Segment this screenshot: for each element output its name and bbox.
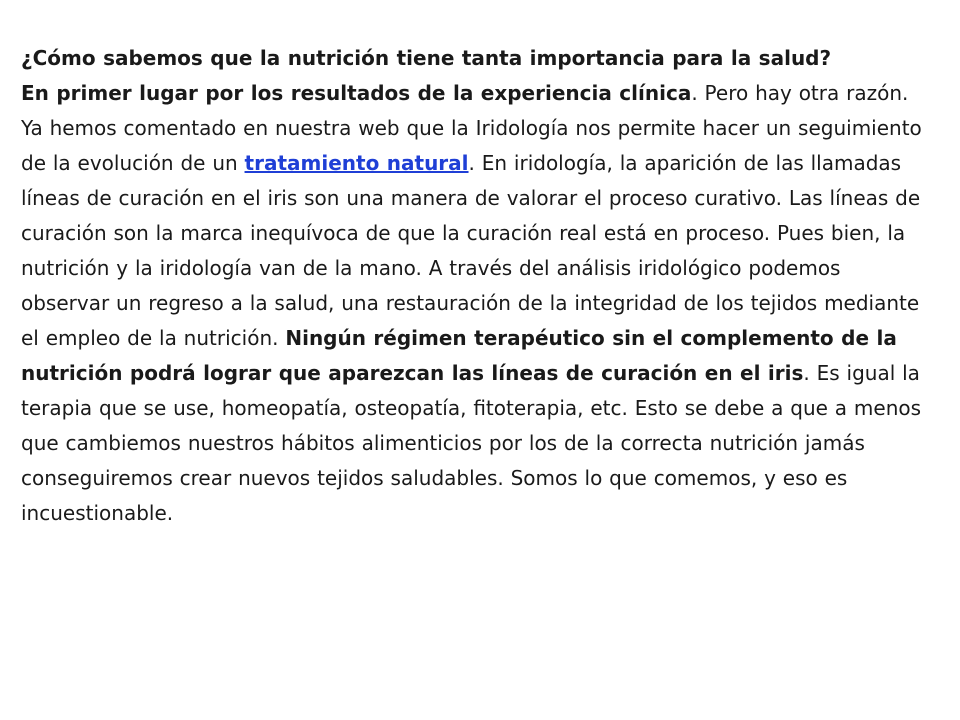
document-page [21, 41, 926, 531]
article-body [21, 41, 926, 531]
body-text-iridology-intro: . Pero hay otra razón. Ya hemos comentado en nuestra web que la Iridología nos permite hacer un seguimiento de la evolución de un [21, 81, 922, 175]
body-text-conclusion: . Es igual la terapia que se use, homeopatía, osteopatía, fitoterapia, etc. Esto se debe a que a menos que cambiemos nuestros hábitos alimenticios por los de la correcta nutrición jamás conseguiremos crear nuevos tejidos saludables. Somos lo que comemos, y eso es incuestionable. [21, 361, 922, 525]
body-text-healing-lines: . En iridología, la aparición de las llamadas líneas de curación en el iris son una manera de valorar el proceso curativo. Las líneas de curación son la marca inequívoca de que la curación real está en proceso. Pues bien, la nutrición y la iridología van de la mano. A través del análisis iridológico podemos observar un regreso a la salud, una restauración de la integridad de los tejidos mediante el empleo de la nutrición. [21, 151, 921, 350]
article-heading: ¿Cómo sabemos que la nutrición tiene tanta importancia para la salud? [21, 46, 832, 70]
clinical-experience-statement: En primer lugar por los resultados de la experiencia clínica [21, 81, 692, 105]
natural-treatment-link[interactable]: tratamiento natural [244, 151, 469, 175]
therapeutic-regime-statement: Ningún régimen terapéutico sin el complemento de la nutrición podrá lograr que aparezcan las líneas de curación en el iris [21, 326, 897, 385]
